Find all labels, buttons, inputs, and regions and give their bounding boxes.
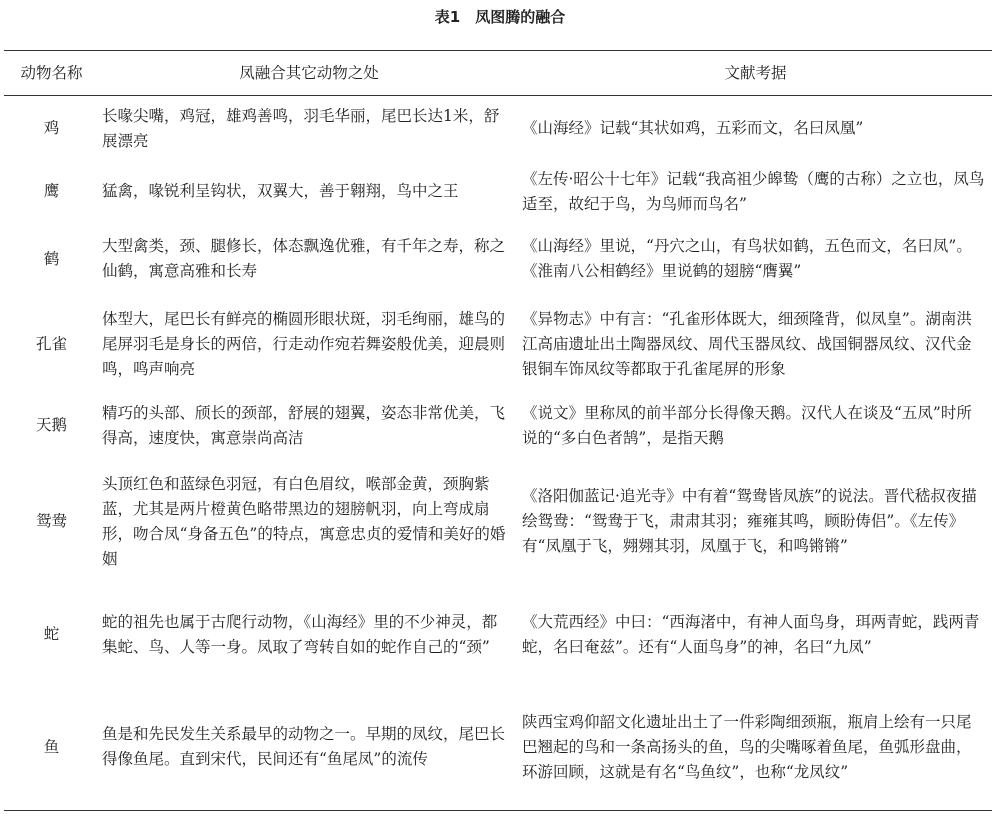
table-header-row [4,51,992,96]
fusion-feature-cell: 体型大，尾巴长有鲜亮的椭圆形眼状斑，羽毛绚丽，雄鸟的尾屏羽毛是身长的两倍，行走动作宛若舞姿般优美，迎晨则鸣，鸣声响亮 [102,310,506,378]
animal-name-cell: 鸳鸯 [35,512,67,530]
table-row [4,162,992,222]
fusion-feature-cell: 长喙尖嘴，鸡冠，雄鸡善鸣，羽毛华丽，尾巴长达1米，舒展漂亮 [102,106,500,150]
literature-source-cell: 《山海经》记载“其状如鸡，五彩而文，名曰凤凰” [522,119,864,138]
literature-source-cell: 陕西宝鸡仰韶文化遗址出土了一件彩陶细颈瓶，瓶肩上绘有一只尾巴翘起的鸟和一条高扬头的鱼，鸟的尖嘴啄着鱼尾，鱼弧形盘曲，环游回顾，这就是有名“鸟鱼纹”，也称“龙凤纹” [519,685,992,811]
header-literature-source: 文献考据 [519,51,992,96]
table-row [4,297,992,393]
table-row [4,393,992,459]
header-fusion-feature: 凤融合其它动物之处 [99,51,519,96]
animal-name-cell: 孔雀 [35,335,67,353]
table-caption: 表1 凤图腾的融合 [434,8,566,26]
literature-source-cell: 《山海经》里说，“丹穴之山，有鸟状如鹤，五色而文，名曰凤”。《淮南八公相鹤经》里说鹤的翅膀“膺翼” [522,237,972,280]
phoenix-fusion-table [4,50,992,811]
animal-name-cell: 鹤 [43,249,60,268]
animal-name-cell: 鸡 [43,119,60,138]
fusion-feature-cell: 猛禽，喙锐利呈钩状，双翼大，善于翱翔，鸟中之王 [102,182,459,200]
literature-source-cell: 《左传·昭公十七年》记载“我高祖少皞鸷（鹰的古称）之立也，凤鸟适至，故纪于鸟，为鸟师而鸟名” [522,169,985,213]
animal-name-cell: 蛇 [43,625,60,643]
table-row [4,222,992,297]
animal-name-cell: 鱼 [4,685,99,811]
animal-name-cell: 鹰 [43,182,60,200]
fusion-feature-cell: 大型禽类，颈、腿修长，体态飘逸优雅，有千年之寿，称之仙鹤，寓意高雅和长寿 [102,237,506,280]
literature-source-cell: 《说文》里称凤的前半部分长得像天鹅。汉代人在谈及“五凤”时所说的“多白色者鹄”，是指天鹅 [522,403,972,447]
fusion-feature-cell: 头顶红色和蓝绿色羽冠，有白色眉纹，喉部金黄，颈胸紫蓝，尤其是两片橙黄色略带黑边的翅膀帆羽，向上弯成扇形，吻合凤“身备五色”的特点，寓意忠贞的爱情和美好的婚姻 [102,474,506,568]
table-row [4,459,992,585]
header-animal-name: 动物名称 [4,51,99,96]
table-row [4,685,992,811]
fusion-feature-cell: 蛇的祖先也属于古爬行动物，《山海经》里的不少神灵，都集蛇、鸟、人等一身。凤取了弯转自如的蛇作自己的“颈” [102,612,498,656]
fusion-feature-cell: 精巧的头部、颀长的颈部，舒展的翅翼，姿态非常优美，飞得高，速度快，寓意崇尚高洁 [102,403,506,447]
literature-source-cell: 《大荒西经》中曰：“西海渚中，有神人面鸟身，珥两青蛇，践两青蛇，名曰奄兹”。还有“人面鸟身”的神，名曰“九凤” [522,612,980,656]
table-row [4,96,992,162]
literature-source-cell: 《异物志》中有言：“孔雀形体既大，细颈隆背，似凤皇”。湖南洪江高庙遗址出土陶器凤纹、周代玉器凤纹、战国铜器凤纹、汉代金银铜车饰凤纹等都取于孔雀尾屏的形象 [522,310,972,378]
animal-name-cell: 天鹅 [35,416,67,434]
fusion-feature-cell: 鱼是和先民发生关系最早的动物之一。早期的凤纹，尾巴长得像鱼尾。直到宋代，民间还有“鱼尾凤”的流传 [99,685,519,811]
literature-source-cell: 《洛阳伽蓝记·追光寺》中有着“鸳鸯皆凤族”的说法。晋代嵇叔夜描绘鸳鸯：“鸳鸯于飞，肃肃其羽；雍雍其鸣，顾盼俦侣”。《左传》有“凤凰于飞，翙翙其羽，凤凰于飞，和鸣锵锵” [522,487,977,555]
table-row [4,585,992,685]
